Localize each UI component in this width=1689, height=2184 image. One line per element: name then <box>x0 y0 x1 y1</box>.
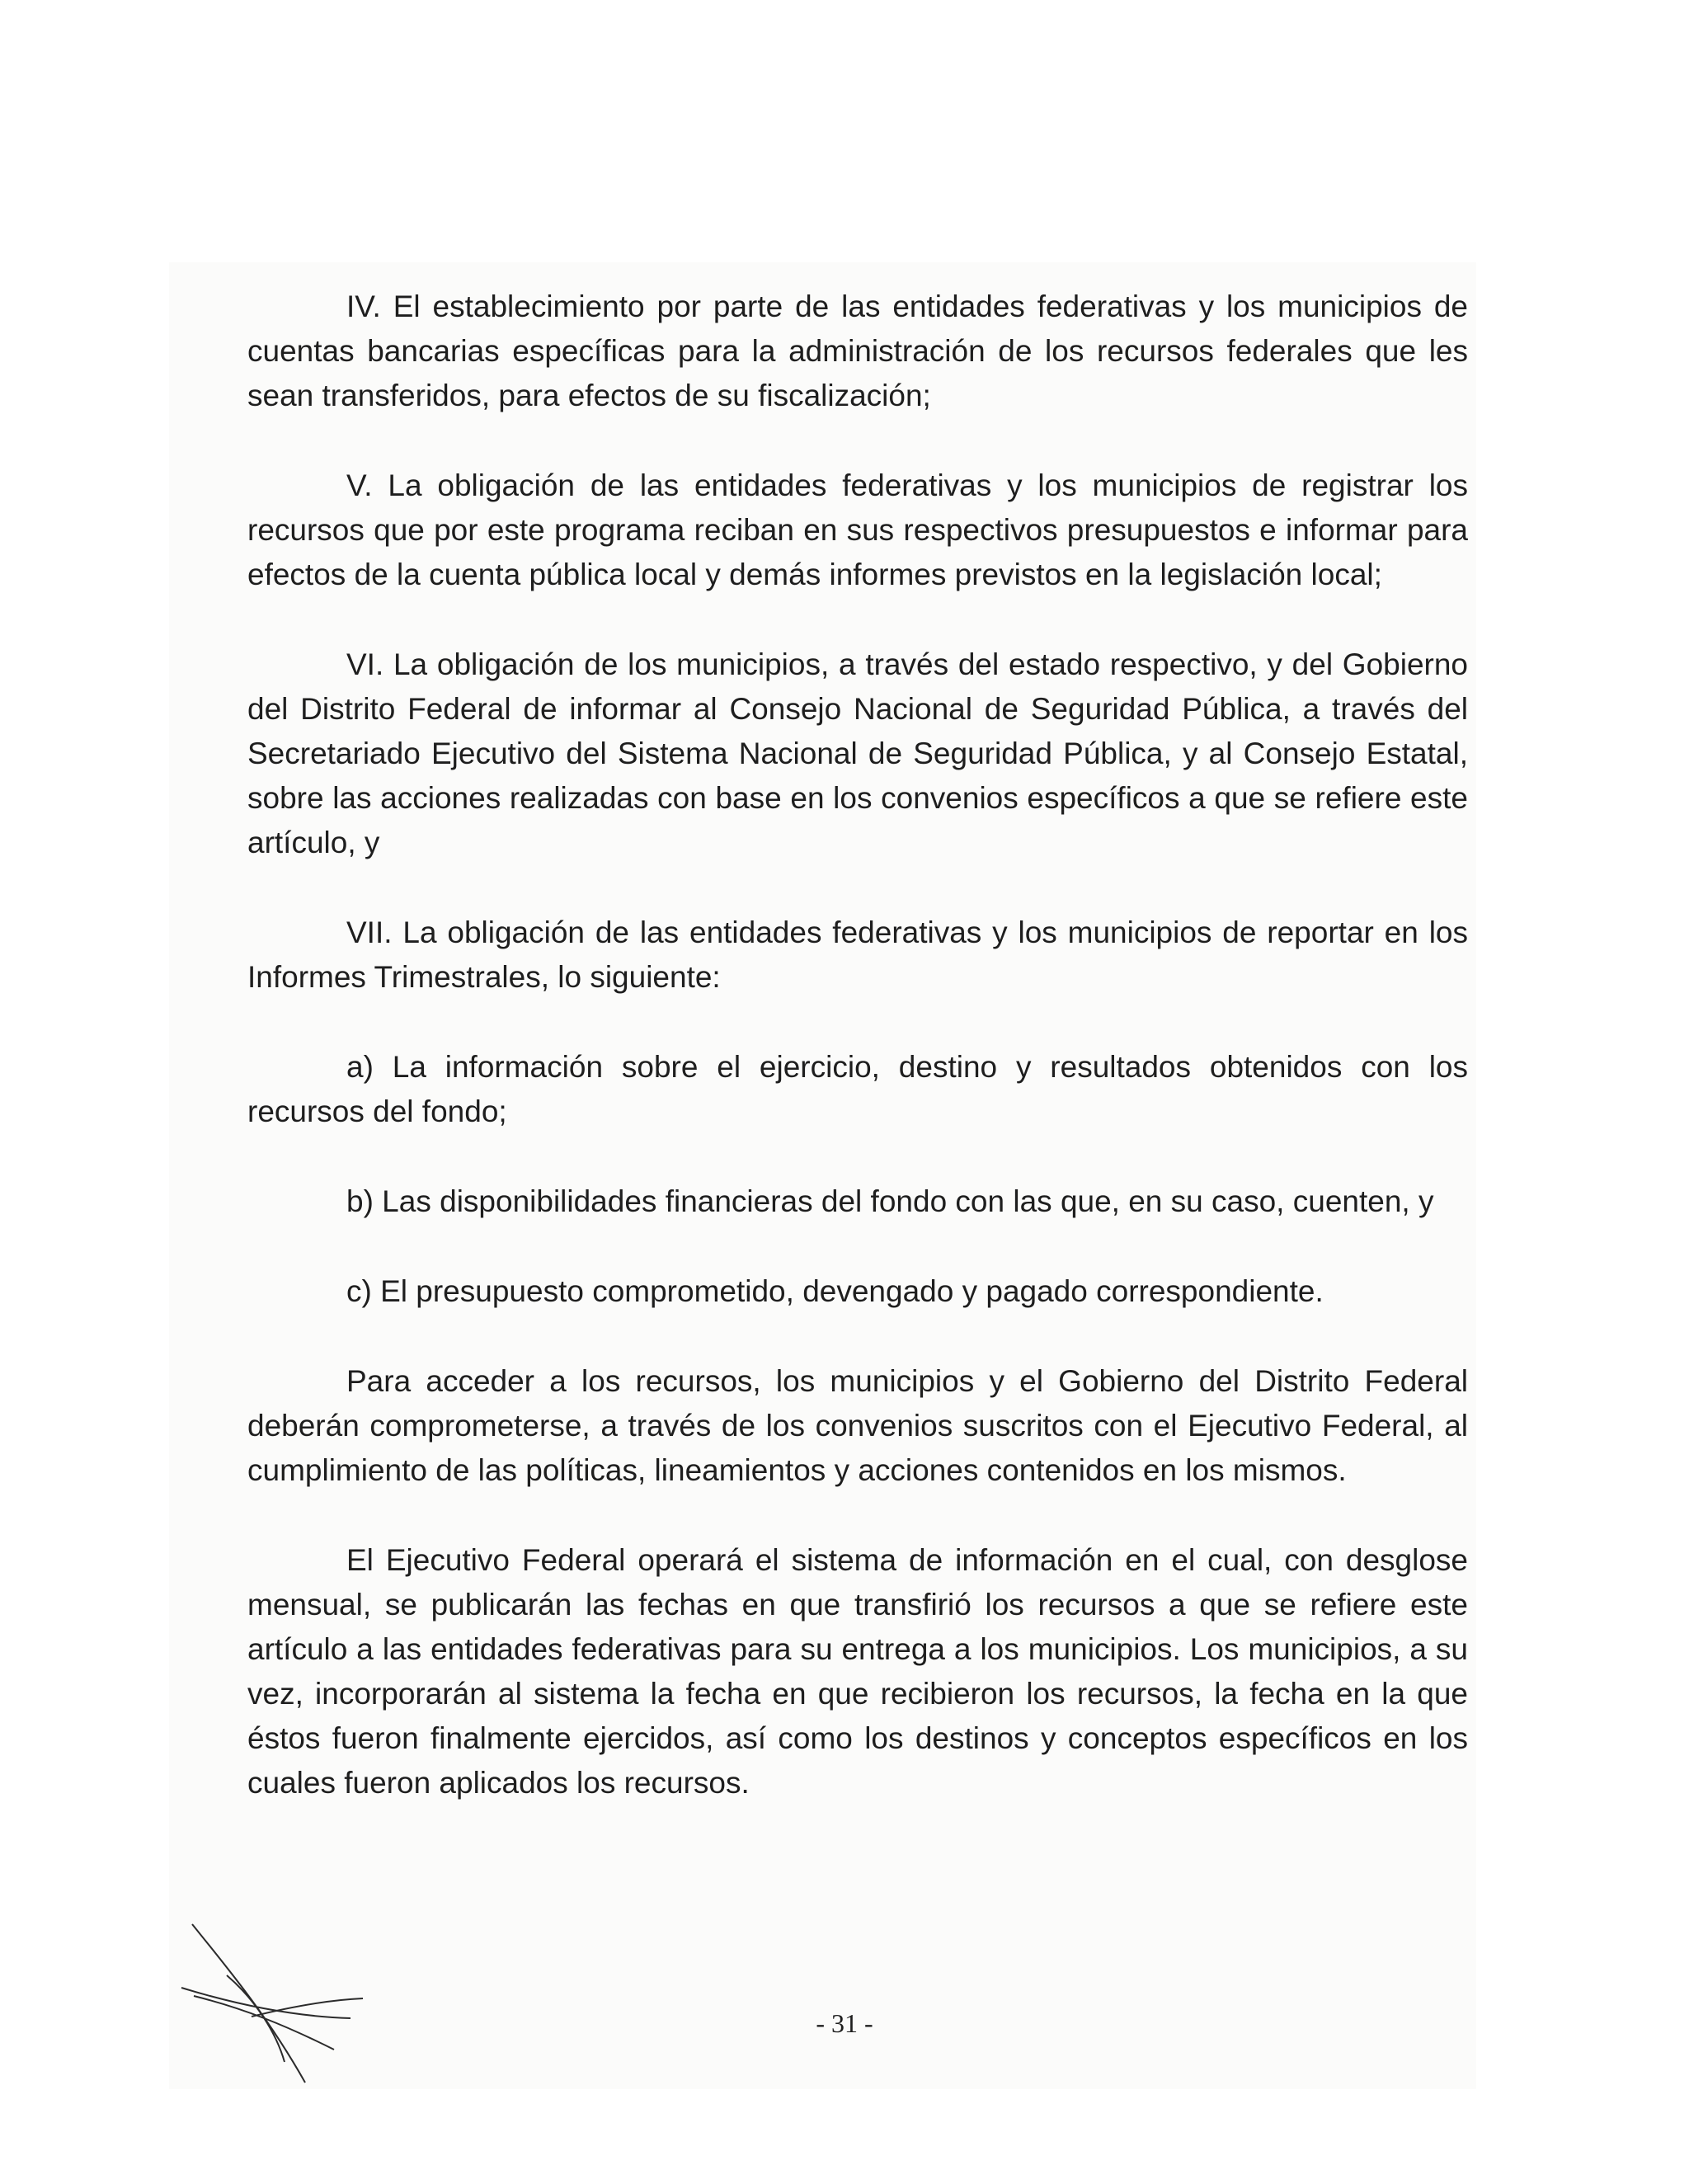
page-number: - 31 - <box>816 2008 873 2038</box>
paragraph-fraction-iv: IV. El establecimiento por parte de las entidades federativas y los municipios de cuentas bancarias específicas para la administración de los recursos federales que les sean transferidos, para efectos de su fiscalización; <box>247 289 1468 412</box>
paragraph-access-resources: Para acceder a los recursos, los municipios y el Gobierno del Distrito Federal deberán comprometerse, a través de los convenios suscritos con el Ejecutivo Federal, al cumplimiento de las políticas, lineamientos y acciones contenidos en los mismos. <box>247 1364 1468 1487</box>
paragraph-fraction-vii: VII. La obligación de las entidades federativas y los municipios de reportar en los Informes Trimestrales, lo siguiente: <box>247 915 1468 994</box>
paragraph-fraction-v: V. La obligación de las entidades federativas y los municipios de registrar los recursos que por este programa reciban en sus respectivos presupuestos e informar para efectos de la cuenta pública local y demás informes previstos en la legislación local; <box>247 468 1468 591</box>
paragraph-item-b: b) Las disponibilidades financieras del fondo con las que, en su caso, cuenten, y <box>346 1184 1434 1218</box>
document-body <box>247 285 1468 1851</box>
paragraph-item-a: a) La información sobre el ejercicio, destino y resultados obtenidos con los recursos del fondo; <box>247 1050 1468 1128</box>
handwritten-signature <box>177 1918 367 2091</box>
paragraph-fraction-vi: VI. La obligación de los municipios, a través del estado respectivo, y del Gobierno del Distrito Federal de informar al Consejo Nacional de Seguridad Pública, a través del Secretariado Ejecutivo del Sistema Nacional de Seguridad Pública, y al Consejo Estatal, sobre las acciones realizadas con base en los convenios específicos a que se refiere este artículo, y <box>247 647 1468 859</box>
paragraph-information-system: El Ejecutivo Federal operará el sistema de información en el cual, con desglose mensual, se publicarán las fechas en que transfirió los recursos a que se refiere este artículo a las entidades federativas para su entrega a los municipios. Los municipios, a su vez, incorporarán al sistema la fecha en que recibieron los recursos, la fecha en la que éstos fueron finalmente ejercidos, así como los destinos y conceptos específicos en los cuales fueron aplicados los recursos. <box>247 1543 1468 1800</box>
paragraph-item-c: c) El presupuesto comprometido, devengado y pagado correspondiente. <box>346 1274 1324 1308</box>
